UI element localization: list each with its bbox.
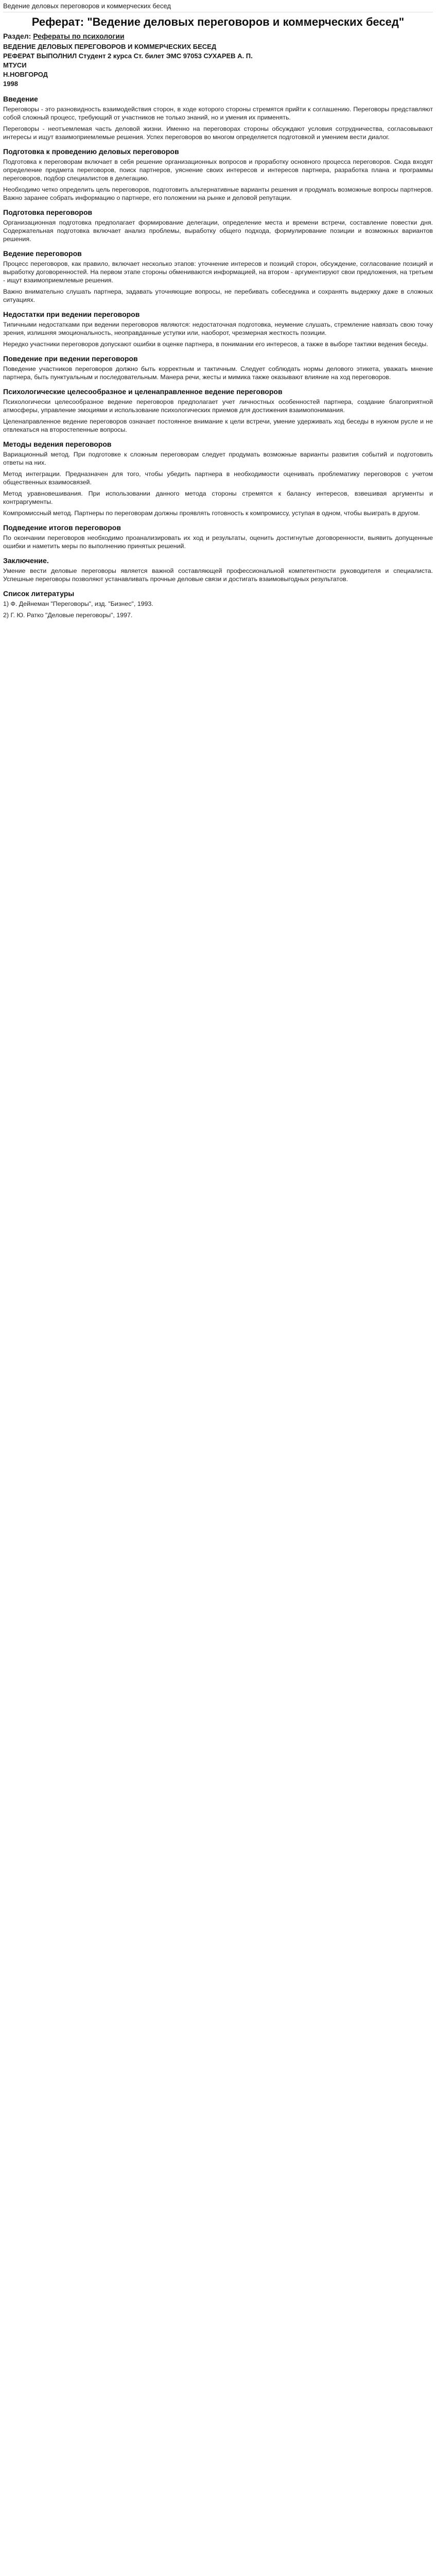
breadcrumb-link[interactable]: Рефераты по психологии [33,32,125,40]
meta-line: 1998 [3,80,18,88]
document-meta [3,42,433,89]
document-title: Реферат: "Ведение деловых переговоров и коммерческих бесед" [31,15,405,28]
section-heading: Введение [3,95,38,103]
paragraph: Важно внимательно слушать партнера, задавать уточняющие вопросы, не перебивать собеседника и сохранять выдержку даже в сложных ситуациях. [3,288,433,303]
paragraph: Нередко участники переговоров допускают ошибки в оценке партнера, в понимании его интересов, а также в выборе тактики ведения беседы. [3,341,428,348]
section-heading: Поведение при ведении переговоров [3,354,138,363]
section-heading: Недостатки при ведении переговоров [3,310,140,318]
paragraph: Психологически целесообразное ведение переговоров предполагает учет личностных особенностей партнера, создание благоприятной атмосферы, управление эмоциями и использование психологических приемов для достижения взаимопонимания. [3,398,433,414]
section [3,249,433,304]
paragraph: По окончании переговоров необходимо проанализировать их ход и результаты, оценить достигнутые договоренности, выявить допущенные ошибки и наметить меры по выполнению принятых решений. [3,534,433,550]
paragraph: Подготовка к переговорам включает в себя решение организационных вопросов и проработку основного процесса переговоров. Сюда входят определение предмета переговоров, поиск партнеров, уяснение своих интересов и интересов партнера, разработка плана и программы переговоров, подбор специалистов в делегацию. [3,158,433,182]
section [3,208,433,243]
section [3,556,433,583]
paragraph: Переговоры - это разновидность взаимодействия сторон, в ходе которого стороны стремятся прийти к соглашению. Переговоры представляют собой сложный процесс, требующий от участников не только знаний, но и умения их применять. [3,106,433,121]
site-title: Ведение деловых переговоров и коммерческих бесед [3,2,433,12]
section-heading: Ведение переговоров [3,249,82,258]
page [0,0,436,628]
section-heading: Заключение. [3,556,49,565]
paragraph: Метод уравновешивания. При использовании данного метода стороны стремятся к балансу интересов, взвешивая аргументы и контраргументы. [3,490,433,505]
section [3,387,433,434]
breadcrumb-prefix: Раздел: [3,32,33,40]
section-heading: Методы ведения переговоров [3,440,112,448]
section-heading: Список литературы [3,589,75,598]
paragraph: Переговоры - неотъемлемая часть деловой жизни. Именно на переговорах стороны обсуждают условия сотрудничества, согласовывают интересы и ищут взаимоприемлемые решения. Успех переговоров во многом определяется подготовкой и умением вести диалог. [3,125,433,141]
section [3,95,433,141]
paragraph: 1) Ф. Дейнеман "Переговоры", изд. "Бизнес", 1993. [3,600,153,607]
section-heading: Психологические целесообразное и целенаправленное ведение переговоров [3,387,283,396]
paragraph: Умение вести деловые переговоры является важной составляющей профессиональной компетентности руководителя и специалиста. Успешные переговоры позволяют устанавливать прочные деловые связи и достигать взаимовыгодных результатов. [3,567,433,583]
breadcrumb [3,32,433,40]
section-heading: Подведение итогов переговоров [3,523,121,532]
paragraph: Вариационный метод. При подготовке к сложным переговорам следует продумать возможные варианты развития событий и подготовить ответы на них. [3,451,433,466]
section [3,523,433,550]
meta-line: РЕФЕРАТ ВЫПОЛНИЛ Студент 2 курса Ст. билет ЭМС 97053 СУХАРЕВ А. П. [3,52,253,60]
paragraph: Поведение участников переговоров должно быть корректным и тактичным. Следует соблюдать нормы делового этикета, уважать мнение партнера, быть пунктуальным и последовательным. Манера речи, жесты и мимика также оказывают влияние на ход переговоров. [3,365,433,381]
paragraph: 2) Г. Ю. Ратко "Деловые переговоры", 1997. [3,612,133,619]
paragraph: Компромиссный метод. Партнеры по переговорам должны проявлять готовность к компромиссу, уступая в одном, чтобы выиграть в другом. [3,510,420,517]
section [3,147,433,202]
paragraph: Необходимо четко определить цель переговоров, подготовить альтернативные варианты решения и продумать возможные вопросы партнеров. Важно заранее собрать информацию о партнере, его положении на рынке и деловой репутации. [3,186,433,201]
section [3,310,433,348]
paragraph: Типичными недостатками при ведении переговоров являются: недостаточная подготовка, неумение слушать, стремление навязать свою точку зрения, излишняя эмоциональность, неоправданные уступки или, наоборот, чрезмерная жесткость позиции. [3,321,433,336]
meta-line: МТУСИ [3,61,27,69]
paragraph: Метод интеграции. Предназначен для того, чтобы убедить партнера в необходимости оценивать проблематику переговоров с учетом общественных взаимосвязей. [3,470,433,486]
paragraph: Целенаправленное ведение переговоров означает постоянное внимание к цели встречи, умение удерживать ход беседы в нужном русле и не отвлекаться на второстепенные вопросы. [3,418,433,433]
section-heading: Подготовка к проведению деловых переговоров [3,147,179,156]
section [3,589,433,619]
section [3,354,433,381]
paragraph: Процесс переговоров, как правило, включает несколько этапов: уточнение интересов и позиций сторон, обсуждение, согласование позиций и выработку договоренностей. На первом этапе стороны обмениваются информацией, на втором - аргументируют свои предложения, на третьем - ищут взаимоприемлемые решения. [3,260,433,284]
paragraph: Организационная подготовка предполагает формирование делегации, определение места и времени встречи, составление повестки дня. Содержательная подготовка включает анализ проблемы, выработку общего подхода, формулирование позиции и возможных вариантов решения. [3,219,433,243]
section-heading: Подготовка переговоров [3,208,93,216]
document-body [3,95,433,619]
meta-line: ВЕДЕНИЕ ДЕЛОВЫХ ПЕРЕГОВОРОВ И КОММЕРЧЕСКИХ БЕСЕД [3,43,217,50]
section [3,440,433,517]
meta-line: Н.НОВГОРОД [3,71,48,78]
